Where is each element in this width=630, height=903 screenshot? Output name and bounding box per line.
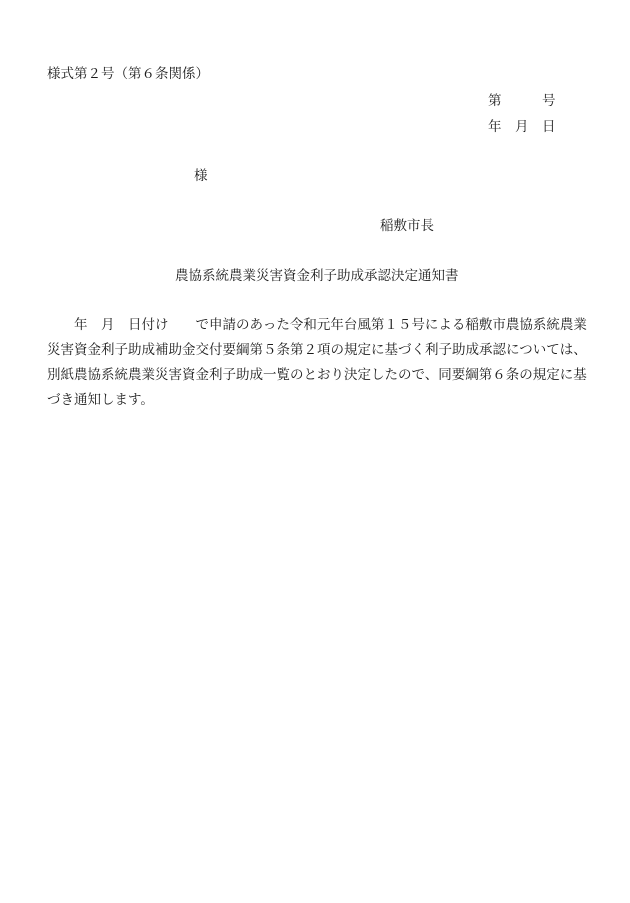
body-line: 年 月 日付け で申請のあった令和元年台風第１５号による稲敷市農協系統農業 <box>47 317 587 333</box>
body-paragraph <box>47 319 590 419</box>
document-number-line: 第 号 <box>488 93 556 109</box>
body-line: 災害資金利子助成補助金交付要綱第５条第２項の規定に基づく利子助成承認については、 <box>47 342 587 358</box>
form-number: 様式第２号（第６条関係） <box>47 66 209 82</box>
document-title: 農協系統農業災害資金利子助成承認決定通知書 <box>175 268 459 284</box>
addressee-honorific: 様 <box>194 168 208 184</box>
document-date-line: 年 月 日 <box>488 119 556 135</box>
sender-name: 稲敷市長 <box>380 218 434 234</box>
body-line: 別紙農協系統農業災害資金利子助成一覧のとおり決定したので、同要綱第６条の規定に基 <box>47 367 587 383</box>
body-line: づき通知します。 <box>47 392 154 408</box>
